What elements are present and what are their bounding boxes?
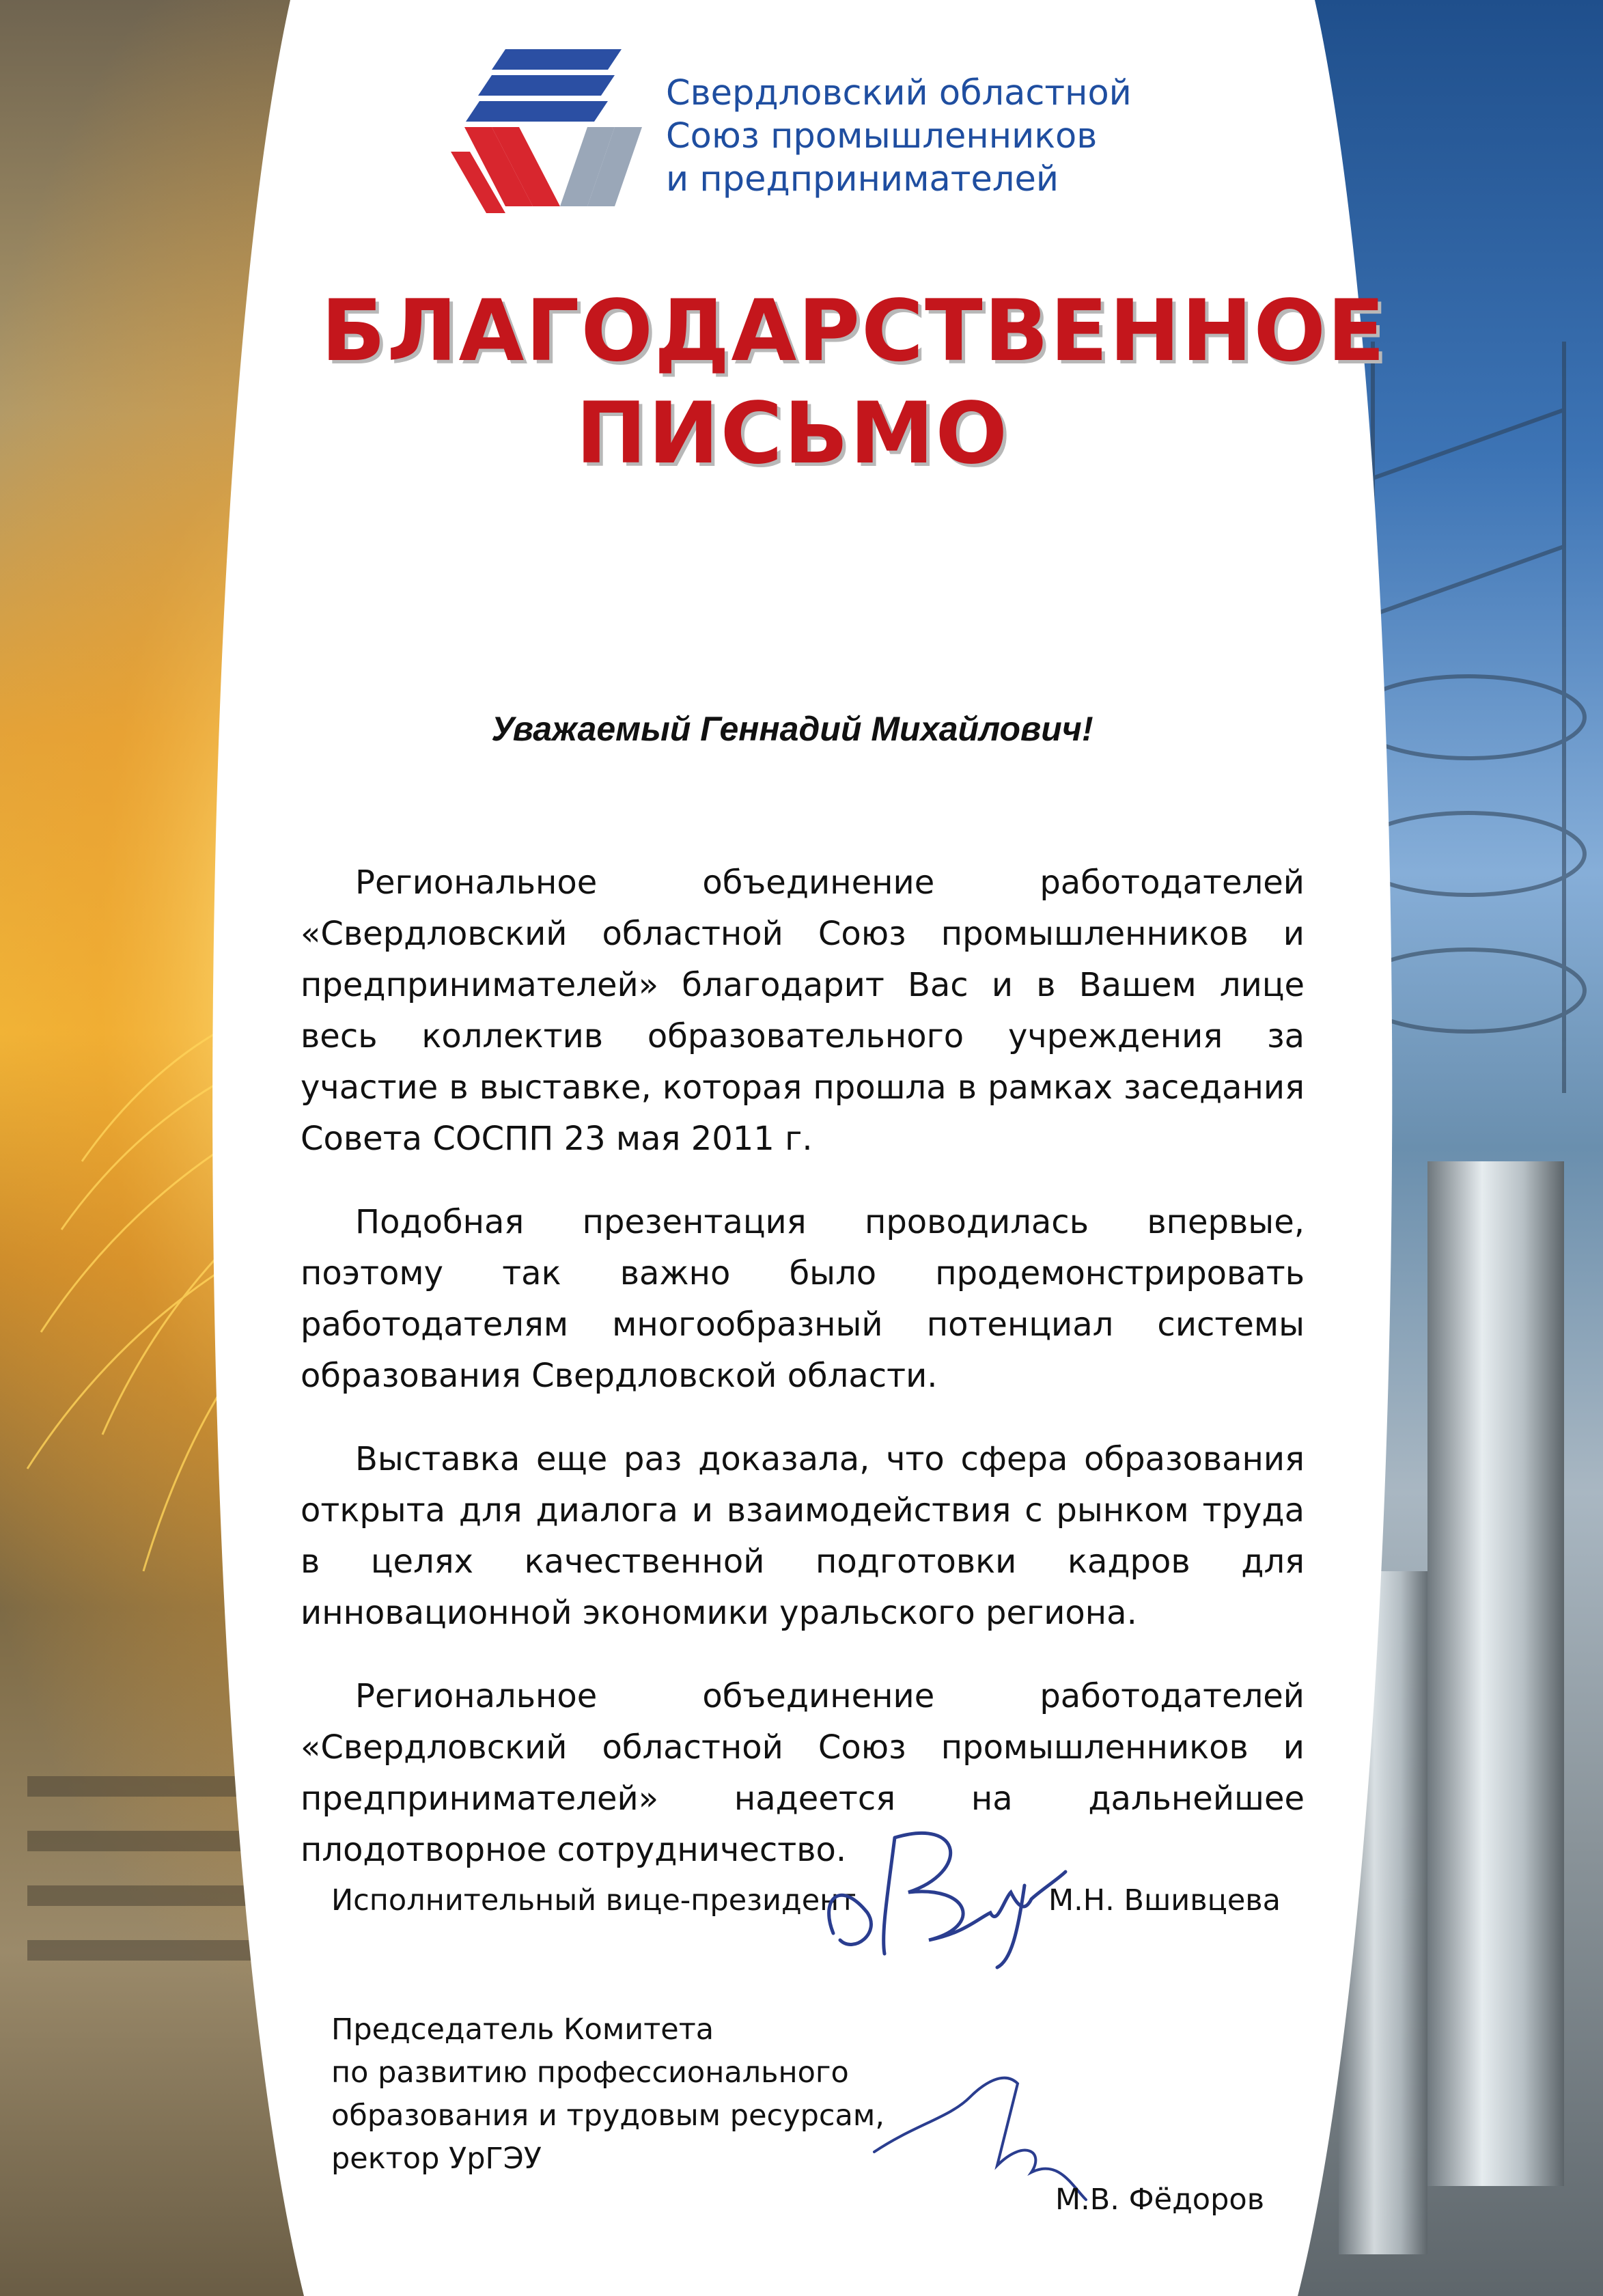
signatory-2-position-line: Председатель Комитета	[331, 2013, 714, 2047]
signatory-2-position-line: образования и трудовым ресурсам,	[331, 2099, 885, 2133]
paragraph-text: Региональное объединение работодателей «Свердловский областной Союз промышленников и предпринимателей» надеется на дальнейшее плодотворное сотрудничество.	[301, 1677, 1305, 1869]
letter-title-line-2: ПИСЬМО	[576, 385, 1009, 483]
paragraph-2	[301, 1197, 1305, 1402]
paragraph-text: Выставка еще раз доказала, что сфера образования открыта для диалога и взаимодействия с рынком труда в целях качественной подготовки кадров для инновационной экономики уральского региона.	[301, 1440, 1305, 1632]
letter-body	[301, 857, 1305, 1908]
signatory-2-name: М.В. Фёдоров	[1055, 2183, 1265, 2217]
signatory-2-position-line: по развитию профессионального	[331, 2056, 849, 2090]
organization-name	[666, 72, 1144, 201]
union-logo	[451, 42, 649, 220]
signatory-2-position-line: ректор УрГЭУ	[331, 2142, 542, 2176]
signature-1	[792, 1797, 1079, 1974]
signatory-1-name: М.Н. Вшивцева	[1048, 1883, 1281, 1918]
signatory-2-position	[331, 2008, 884, 2181]
org-line-3: и предпринимателей	[666, 159, 1059, 199]
letter-title-line-1: БЛАГОДАРСТВЕННОЕ	[321, 282, 1386, 381]
greeting: Уважаемый Геннадий Михайлович!	[491, 710, 1093, 748]
paragraph-text: Региональное объединение работодателей «Свердловский областной Союз промышленников и предпринимателей» благодарит Вас и в Вашем лице весь коллектив образовательного учреждения за участие в выставке, которая прошла в рамках заседания Совета СОСПП 23 мая 2011 г.	[301, 863, 1305, 1158]
signatory-1-position: Исполнительный вице-президент	[331, 1883, 856, 1918]
paragraph-3	[301, 1434, 1305, 1639]
paragraph-text: Подобная презентация проводилась впервые, поэтому так важно было продемонстрировать работодателям многообразный потенциал системы образования Свердловской области.	[301, 1203, 1305, 1395]
org-line-2: Союз промышленников	[666, 116, 1098, 156]
org-line-1: Свердловский областной	[666, 73, 1132, 113]
paragraph-1	[301, 857, 1305, 1165]
